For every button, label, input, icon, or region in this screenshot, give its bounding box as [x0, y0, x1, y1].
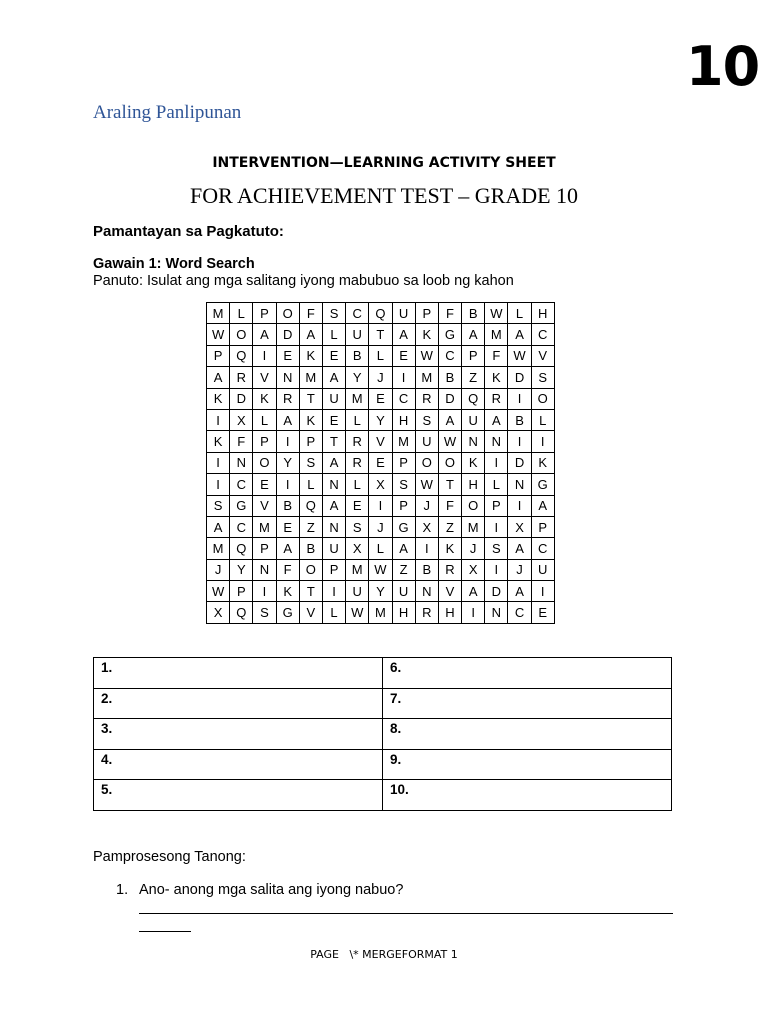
answer-line-continuation[interactable] [139, 931, 191, 932]
grid-letter: I [253, 345, 276, 366]
grid-letter: J [207, 559, 230, 580]
grid-letter: E [346, 495, 369, 516]
grid-letter: A [462, 324, 485, 345]
grid-letter: K [415, 324, 438, 345]
grid-letter: D [485, 581, 508, 602]
grid-letter: S [346, 516, 369, 537]
answer-cell[interactable]: 7. [383, 688, 672, 719]
grid-letter: S [253, 602, 276, 623]
answer-row [94, 658, 672, 689]
grid-letter: V [253, 495, 276, 516]
grid-letter: N [230, 452, 253, 473]
grid-letter: B [346, 345, 369, 366]
processing-questions-heading: Pamprosesong Tanong: [93, 849, 246, 865]
subject-title: Araling Panlipunan [93, 102, 242, 123]
grid-letter: C [230, 516, 253, 537]
grid-letter: P [392, 452, 415, 473]
grid-letter: P [322, 559, 345, 580]
grid-letter: Y [369, 409, 392, 430]
grid-letter: Q [462, 388, 485, 409]
grid-letter: I [207, 409, 230, 430]
grid-letter: P [253, 303, 276, 324]
grid-letter: V [369, 431, 392, 452]
grid-letter: J [369, 367, 392, 388]
grid-letter: A [207, 367, 230, 388]
grid-letter: Y [276, 452, 299, 473]
grid-letter: Q [230, 602, 253, 623]
grid-letter: A [322, 452, 345, 473]
grid-letter: M [485, 324, 508, 345]
answer-row [94, 719, 672, 750]
grid-letter: F [299, 303, 322, 324]
grid-letter: L [322, 602, 345, 623]
grid-letter: S [392, 474, 415, 495]
grid-letter: Z [392, 559, 415, 580]
grid-letter: L [508, 303, 531, 324]
grid-letter: M [462, 516, 485, 537]
grid-letter: I [392, 367, 415, 388]
grid-letter: P [392, 495, 415, 516]
grid-letter: R [346, 431, 369, 452]
word-search-grid [206, 302, 555, 624]
grid-letter: I [531, 581, 554, 602]
grid-letter: U [392, 581, 415, 602]
answer-line[interactable] [139, 913, 673, 914]
grid-letter: W [369, 559, 392, 580]
grid-letter: F [438, 303, 461, 324]
grid-letter: N [485, 602, 508, 623]
grid-letter: G [392, 516, 415, 537]
grid-letter: M [369, 602, 392, 623]
grid-letter: A [276, 409, 299, 430]
grid-letter: A [392, 538, 415, 559]
grid-letter: U [392, 303, 415, 324]
grid-letter: V [438, 581, 461, 602]
grid-letter: R [346, 452, 369, 473]
grid-letter: I [322, 581, 345, 602]
grid-letter: D [438, 388, 461, 409]
grid-letter: O [299, 559, 322, 580]
grid-letter: L [346, 409, 369, 430]
grid-letter: I [485, 559, 508, 580]
grid-letter: R [438, 559, 461, 580]
grid-letter: I [485, 452, 508, 473]
grid-letter: W [415, 474, 438, 495]
grid-letter: K [299, 409, 322, 430]
learning-standard-heading: Pamantayan sa Pagkatuto: [93, 223, 284, 240]
grid-letter: U [322, 538, 345, 559]
grid-letter: E [392, 345, 415, 366]
grid-letter: J [415, 495, 438, 516]
grid-letter: Y [230, 559, 253, 580]
grid-letter: G [531, 474, 554, 495]
grid-letter: T [438, 474, 461, 495]
grid-row [207, 303, 555, 324]
grid-letter: K [531, 452, 554, 473]
grid-row [207, 581, 555, 602]
grid-letter: H [531, 303, 554, 324]
grid-letter: S [299, 452, 322, 473]
page-footer: PAGE \* MERGEFORMAT 1 [310, 948, 458, 961]
grid-letter: D [230, 388, 253, 409]
grid-letter: E [369, 452, 392, 473]
grid-letter: M [207, 303, 230, 324]
answer-table [93, 657, 672, 811]
grid-letter: L [230, 303, 253, 324]
grid-letter: K [485, 367, 508, 388]
grid-letter: Z [462, 367, 485, 388]
grid-letter: X [346, 538, 369, 559]
grid-letter: D [508, 367, 531, 388]
grid-letter: F [276, 559, 299, 580]
grid-letter: V [253, 367, 276, 388]
answer-cell[interactable]: 4. [94, 749, 383, 780]
grid-letter: C [508, 602, 531, 623]
grid-letter: A [392, 324, 415, 345]
grid-letter: W [415, 345, 438, 366]
sheet-subtitle: FOR ACHIEVEMENT TEST – GRADE 10 [189, 183, 579, 208]
grid-letter: S [415, 409, 438, 430]
grid-letter: Z [299, 516, 322, 537]
grid-row [207, 388, 555, 409]
grid-letter: E [276, 516, 299, 537]
grid-letter: L [369, 345, 392, 366]
grid-letter: V [531, 345, 554, 366]
grid-letter: M [253, 516, 276, 537]
answer-cell[interactable]: 5. [94, 780, 383, 811]
grid-letter: A [508, 324, 531, 345]
grid-letter: M [299, 367, 322, 388]
grid-letter: K [253, 388, 276, 409]
grid-letter: C [438, 345, 461, 366]
grid-letter: N [276, 367, 299, 388]
grid-letter: T [322, 431, 345, 452]
grid-letter: A [485, 409, 508, 430]
grid-letter: A [508, 581, 531, 602]
grid-letter: Q [230, 538, 253, 559]
grid-letter: K [207, 388, 230, 409]
grid-letter: R [415, 602, 438, 623]
grid-letter: K [299, 345, 322, 366]
grid-row [207, 409, 555, 430]
grid-letter: K [207, 431, 230, 452]
grid-letter: U [346, 324, 369, 345]
grid-letter: L [299, 474, 322, 495]
grid-letter: F [485, 345, 508, 366]
grid-letter: A [322, 495, 345, 516]
question-text: Ano- anong mga salita ang iyong nabuo? [139, 882, 404, 898]
grid-letter: O [438, 452, 461, 473]
grid-letter: I [508, 495, 531, 516]
grid-letter: N [462, 431, 485, 452]
grid-letter: A [299, 324, 322, 345]
answer-row [94, 688, 672, 719]
grid-letter: H [438, 602, 461, 623]
grid-row [207, 367, 555, 388]
grid-letter: I [531, 431, 554, 452]
grid-letter: A [508, 538, 531, 559]
grid-letter: P [299, 431, 322, 452]
grid-letter: A [276, 538, 299, 559]
grid-letter: Q [299, 495, 322, 516]
grid-letter: W [207, 324, 230, 345]
grid-letter: E [531, 602, 554, 623]
grid-letter: E [322, 409, 345, 430]
grid-row [207, 559, 555, 580]
grid-letter: X [369, 474, 392, 495]
grid-letter: B [276, 495, 299, 516]
grid-letter: X [508, 516, 531, 537]
answer-row [94, 749, 672, 780]
grid-letter: C [230, 474, 253, 495]
answer-cell[interactable]: 2. [94, 688, 383, 719]
grid-letter: R [485, 388, 508, 409]
grid-letter: J [369, 516, 392, 537]
grid-letter: A [207, 516, 230, 537]
grid-row [207, 602, 555, 623]
grid-letter: I [415, 538, 438, 559]
grid-letter: E [276, 345, 299, 366]
grid-letter: S [207, 495, 230, 516]
grid-letter: T [369, 324, 392, 345]
answer-cell[interactable]: 6. [383, 658, 672, 689]
answer-cell[interactable]: 10. [383, 780, 672, 811]
grid-letter: Y [346, 367, 369, 388]
grid-row [207, 474, 555, 495]
grid-letter: O [230, 324, 253, 345]
grid-letter: P [531, 516, 554, 537]
grid-letter: R [415, 388, 438, 409]
grid-letter: I [462, 602, 485, 623]
grid-letter: U [462, 409, 485, 430]
grid-letter: L [253, 409, 276, 430]
grid-letter: N [415, 581, 438, 602]
question-number: 1. [116, 882, 129, 898]
grid-letter: L [369, 538, 392, 559]
grid-letter: I [207, 474, 230, 495]
grid-letter: B [462, 303, 485, 324]
grid-letter: A [531, 495, 554, 516]
grid-row [207, 452, 555, 473]
grid-letter: D [508, 452, 531, 473]
grid-letter: U [531, 559, 554, 580]
answer-cell[interactable]: 3. [94, 719, 383, 750]
grid-letter: V [299, 602, 322, 623]
grid-letter: B [508, 409, 531, 430]
answer-cell[interactable]: 8. [383, 719, 672, 750]
grid-letter: P [415, 303, 438, 324]
grid-letter: O [276, 303, 299, 324]
grid-letter: I [253, 581, 276, 602]
grid-letter: C [531, 538, 554, 559]
grid-letter: P [230, 581, 253, 602]
grid-letter: I [508, 431, 531, 452]
grid-letter: E [253, 474, 276, 495]
grid-row [207, 516, 555, 537]
activity-title: Gawain 1: Word Search [93, 256, 255, 272]
grid-letter: L [531, 409, 554, 430]
grid-letter: S [322, 303, 345, 324]
grid-letter: R [230, 367, 253, 388]
grid-letter: A [462, 581, 485, 602]
grid-letter: L [322, 324, 345, 345]
grid-letter: B [438, 367, 461, 388]
grid-letter: A [253, 324, 276, 345]
grid-letter: R [276, 388, 299, 409]
grid-row [207, 345, 555, 366]
answer-cell[interactable]: 9. [383, 749, 672, 780]
grid-letter: S [531, 367, 554, 388]
grid-letter: N [322, 516, 345, 537]
grid-letter: X [415, 516, 438, 537]
grid-letter: P [207, 345, 230, 366]
grid-letter: T [299, 581, 322, 602]
grid-row [207, 324, 555, 345]
grid-letter: M [346, 559, 369, 580]
grid-letter: Q [369, 303, 392, 324]
grid-letter: T [299, 388, 322, 409]
grid-letter: L [346, 474, 369, 495]
grid-letter: B [415, 559, 438, 580]
grid-row [207, 431, 555, 452]
grid-letter: K [276, 581, 299, 602]
grid-letter: O [253, 452, 276, 473]
grid-letter: I [508, 388, 531, 409]
grid-letter: M [415, 367, 438, 388]
grid-letter: K [462, 452, 485, 473]
grid-letter: K [438, 538, 461, 559]
grid-letter: C [346, 303, 369, 324]
answer-row [94, 780, 672, 811]
grid-letter: U [346, 581, 369, 602]
grid-letter: P [253, 538, 276, 559]
grid-letter: G [276, 602, 299, 623]
activity-instruction: Panuto: Isulat ang mga salitang iyong mabubuo sa loob ng kahon [93, 273, 514, 289]
grid-letter: I [276, 474, 299, 495]
grid-letter: A [438, 409, 461, 430]
grid-letter: N [322, 474, 345, 495]
grid-letter: D [276, 324, 299, 345]
grid-letter: M [392, 431, 415, 452]
grid-letter: I [369, 495, 392, 516]
grid-row [207, 495, 555, 516]
grid-letter: W [346, 602, 369, 623]
grid-letter: H [392, 602, 415, 623]
sheet-title: INTERVENTION—LEARNING ACTIVITY SHEET [212, 155, 556, 171]
grid-letter: W [485, 303, 508, 324]
grid-letter: A [322, 367, 345, 388]
grid-letter: E [322, 345, 345, 366]
grid-letter: E [369, 388, 392, 409]
grid-letter: I [207, 452, 230, 473]
grid-letter: X [230, 409, 253, 430]
grid-letter: S [485, 538, 508, 559]
grid-letter: N [485, 431, 508, 452]
grid-letter: F [230, 431, 253, 452]
grid-letter: W [438, 431, 461, 452]
grid-letter: I [276, 431, 299, 452]
grid-letter: M [207, 538, 230, 559]
grid-letter: U [415, 431, 438, 452]
grid-letter: P [485, 495, 508, 516]
grid-letter: X [207, 602, 230, 623]
grade-number: 10 [686, 35, 760, 98]
grid-letter: O [415, 452, 438, 473]
grid-letter: C [531, 324, 554, 345]
grid-letter: X [462, 559, 485, 580]
grid-letter: O [531, 388, 554, 409]
grid-letter: W [207, 581, 230, 602]
grid-letter: G [438, 324, 461, 345]
grid-letter: Q [230, 345, 253, 366]
grid-letter: G [230, 495, 253, 516]
grid-letter: O [462, 495, 485, 516]
grid-letter: B [299, 538, 322, 559]
grid-row [207, 538, 555, 559]
grid-letter: J [462, 538, 485, 559]
grid-letter: J [508, 559, 531, 580]
grid-letter: H [462, 474, 485, 495]
grid-letter: Y [369, 581, 392, 602]
grid-letter: Z [438, 516, 461, 537]
grid-letter: W [508, 345, 531, 366]
grid-letter: U [322, 388, 345, 409]
grid-letter: P [462, 345, 485, 366]
grid-letter: I [485, 516, 508, 537]
grid-letter: N [253, 559, 276, 580]
grid-letter: H [392, 409, 415, 430]
answer-cell[interactable]: 1. [94, 658, 383, 689]
grid-letter: P [253, 431, 276, 452]
grid-letter: F [438, 495, 461, 516]
grid-letter: C [392, 388, 415, 409]
grid-letter: N [508, 474, 531, 495]
grid-letter: M [346, 388, 369, 409]
grid-letter: L [485, 474, 508, 495]
